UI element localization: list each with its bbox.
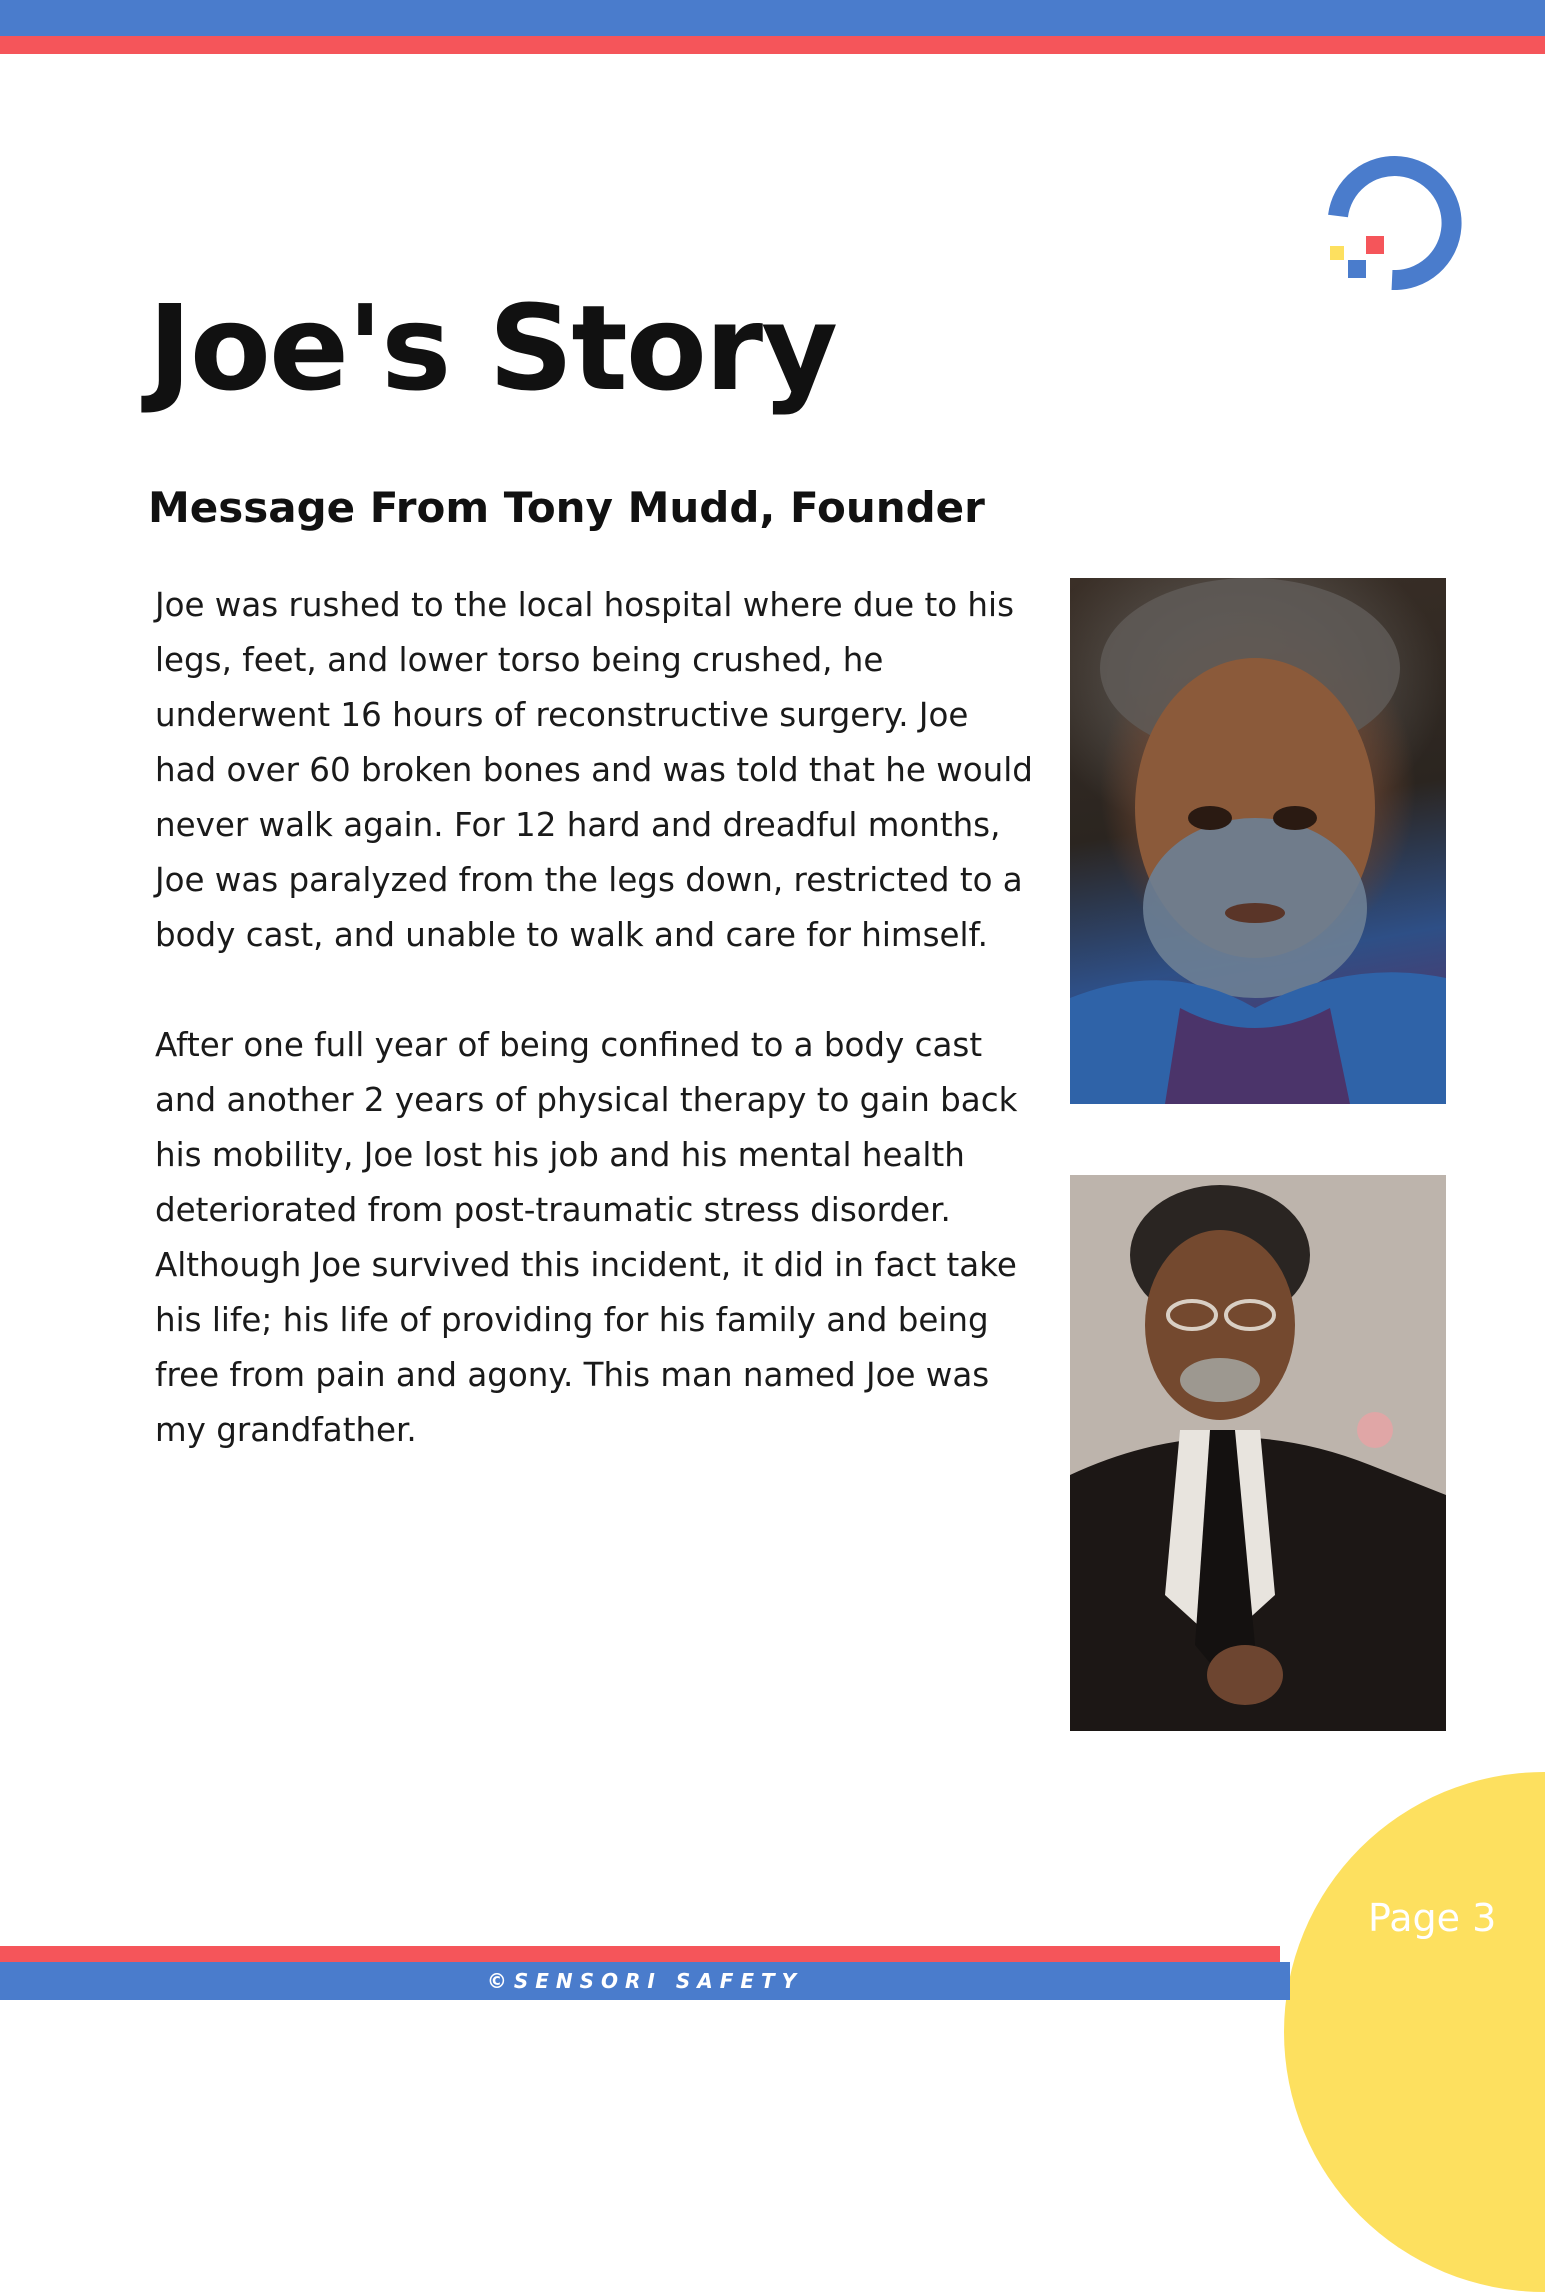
page-number: Page 3 — [1368, 1896, 1497, 1940]
story-body — [155, 578, 1035, 1513]
suit-photo — [1070, 1175, 1446, 1731]
footer-copyright: ©SENSORI SAFETY — [486, 1969, 804, 1993]
page-subtitle: Message From Tony Mudd, Founder — [148, 483, 985, 532]
sensori-safety-logo-icon — [1320, 150, 1470, 300]
portrait-photo — [1070, 578, 1446, 1104]
page-title: Joe's Story — [148, 279, 837, 417]
page-number-badge — [1284, 1772, 1545, 2292]
story-paragraph-2: After one full year of being confined to a body cast and another 2 years of physical therapy to gain back his mobility, Joe lost his job and his mental health deteriorated from post-traumatic stress disorder. Although Joe survived this incident, it did in fact take his life; his life of providing for his family and being free from pain and agony. This man named Joe was my grandfather. — [155, 1026, 1018, 1449]
top-band-red — [0, 36, 1545, 54]
story-paragraph-1: Joe was rushed to the local hospital where due to his legs, feet, and lower torso being crushed, he underwent 16 hours of reconstructive surgery. Joe had over 60 broken bones and was told that he would never walk again. For 12 hard and dreadful months, Joe was paralyzed from the legs down, restricted to a body cast, and unable to walk and care for himself. — [155, 586, 1033, 954]
top-band-blue — [0, 0, 1545, 36]
bottom-band-red — [0, 1946, 1280, 1962]
